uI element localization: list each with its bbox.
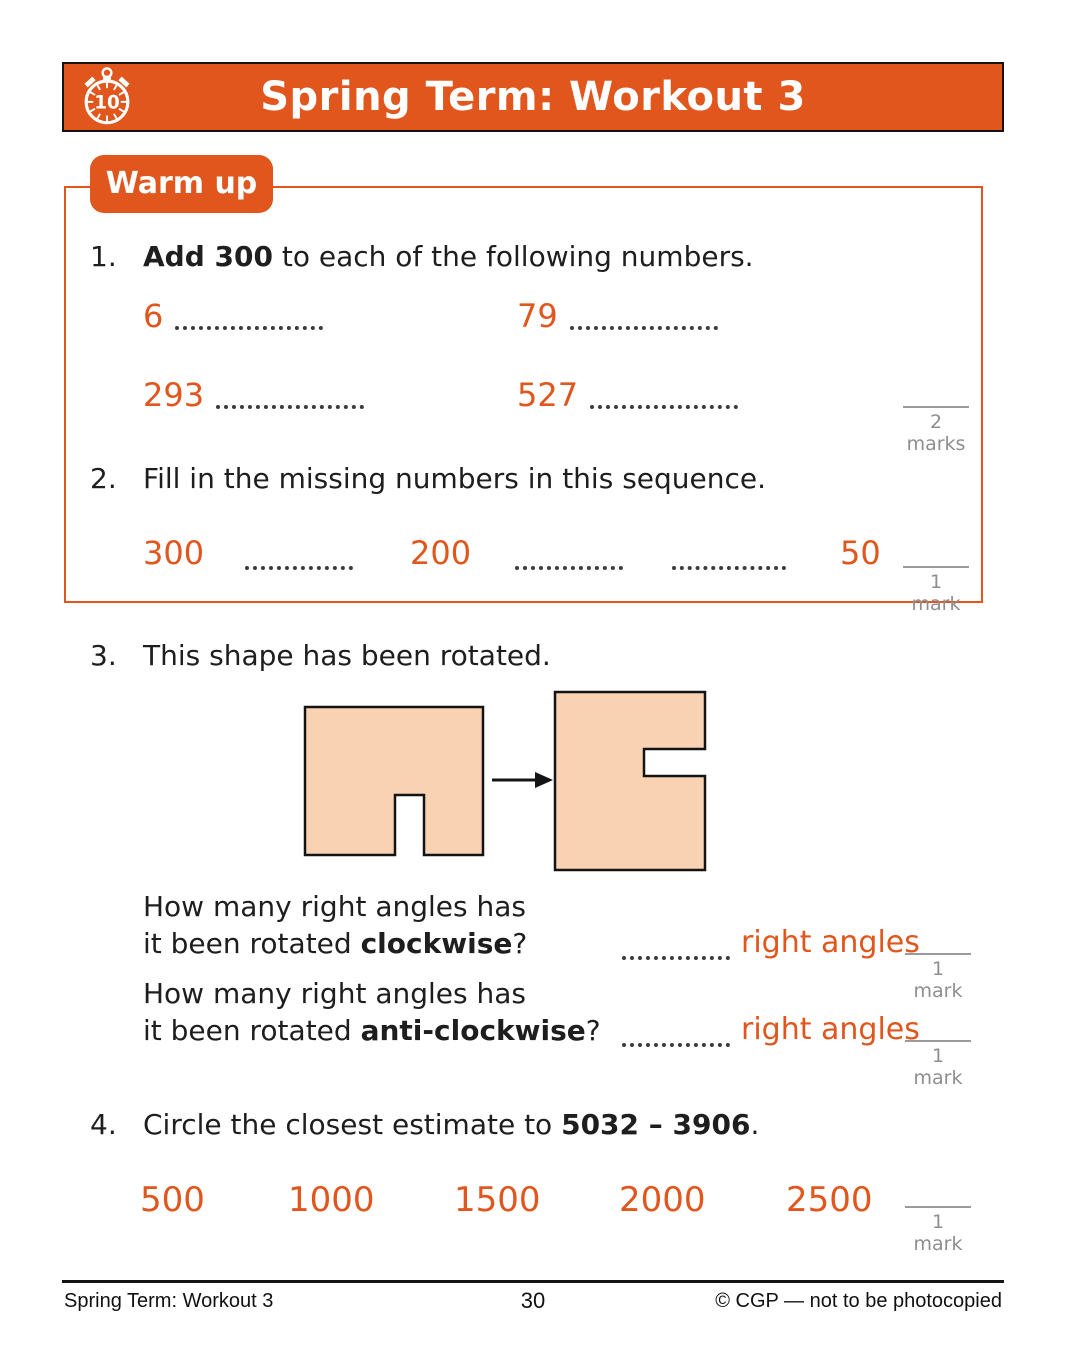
given-number: 6 xyxy=(143,297,164,335)
q1-answer-item-1 xyxy=(143,297,323,335)
sequence-blank-3 xyxy=(672,540,786,570)
q1-answer-item-3 xyxy=(143,376,364,414)
sequence-number-200: 200 xyxy=(410,534,472,572)
answer-blank xyxy=(175,326,323,330)
q4-prompt-post: . xyxy=(750,1108,760,1141)
rotated-shape xyxy=(555,692,705,870)
q3-sub2-marks-badge: 1 mark xyxy=(905,1040,971,1089)
warmup-badge-label: Warm up xyxy=(105,166,258,201)
q4-option-2000: 2000 xyxy=(619,1180,706,1220)
q2-number: 2. xyxy=(90,462,117,495)
q3-sub1-suffix: ? xyxy=(512,927,528,960)
sequence-number-300: 300 xyxy=(143,534,205,572)
q1-answer-item-2 xyxy=(517,297,718,335)
q3-sub2-line1: How many right angles has xyxy=(143,977,526,1010)
q3-sub1-unit: right angles xyxy=(741,925,920,960)
sequence-number-50: 50 xyxy=(840,534,881,572)
q4-marks-badge: 1 mark xyxy=(905,1206,971,1255)
page-title: Spring Term: Workout 3 xyxy=(260,74,806,120)
q3-number: 3. xyxy=(90,639,117,672)
sequence-blank-1 xyxy=(245,540,353,570)
q3-prompt: This shape has been rotated. xyxy=(143,639,551,672)
header-bar xyxy=(62,62,1004,132)
footer-page-number: 30 xyxy=(520,1288,546,1313)
original-shape xyxy=(305,707,483,855)
answer-blank xyxy=(590,405,738,409)
q1-number: 1. xyxy=(90,240,117,273)
answer-blank xyxy=(570,326,718,330)
q3-sub2-suffix: ? xyxy=(585,1014,601,1047)
q1-prompt-rest: to each of the following numbers. xyxy=(272,240,754,273)
q1-answer-item-4 xyxy=(517,376,738,414)
rotation-diagram xyxy=(300,688,710,872)
q3-sub1-marks-badge: 1 mark xyxy=(905,953,971,1002)
given-number: 527 xyxy=(517,376,579,414)
footer-section-title: Spring Term: Workout 3 xyxy=(64,1290,274,1312)
q3-sub1-line2-pre: it been rotated xyxy=(143,927,361,960)
q3-sub2-prompt xyxy=(143,975,601,1049)
q4-option-2500: 2500 xyxy=(786,1180,873,1220)
q4-option-500: 500 xyxy=(140,1180,205,1220)
sequence-blank-2 xyxy=(515,540,623,570)
q2-marks-badge: 1 mark xyxy=(903,566,969,615)
q4-prompt xyxy=(143,1108,759,1141)
q3-sub1-answer-blank xyxy=(622,930,730,960)
q4-option-1500: 1500 xyxy=(454,1180,541,1220)
footer-rule xyxy=(62,1280,1004,1283)
footer-copyright: © CGP — not to be photocopied xyxy=(715,1290,1002,1312)
q4-option-1000: 1000 xyxy=(288,1180,375,1220)
q1-marks-badge: 2 marks xyxy=(903,406,969,455)
q3-sub1-prompt xyxy=(143,888,527,962)
stopwatch-minutes-label: 10 xyxy=(94,92,120,114)
q4-prompt-pre: Circle the closest estimate to xyxy=(143,1108,562,1141)
given-number: 293 xyxy=(143,376,205,414)
q3-sub2-bold: anti-clockwise xyxy=(360,1014,586,1047)
q3-sub2-unit: right angles xyxy=(741,1012,920,1047)
answer-blank xyxy=(216,405,364,409)
q3-sub1-line1: How many right angles has xyxy=(143,890,526,923)
q1-prompt-bold: Add 300 xyxy=(143,240,273,273)
q3-sub1-bold: clockwise xyxy=(360,927,513,960)
warmup-badge xyxy=(90,155,273,213)
q3-sub2-answer-blank xyxy=(622,1017,730,1047)
q4-prompt-bold: 5032 – 3906 xyxy=(561,1108,751,1141)
rotation-arrow xyxy=(492,772,553,788)
q2-prompt: Fill in the missing numbers in this sequence. xyxy=(143,462,767,495)
q3-sub2-line2-pre: it been rotated xyxy=(143,1014,361,1047)
given-number: 79 xyxy=(517,297,558,335)
q4-number: 4. xyxy=(90,1108,117,1141)
q1-prompt xyxy=(143,240,754,273)
